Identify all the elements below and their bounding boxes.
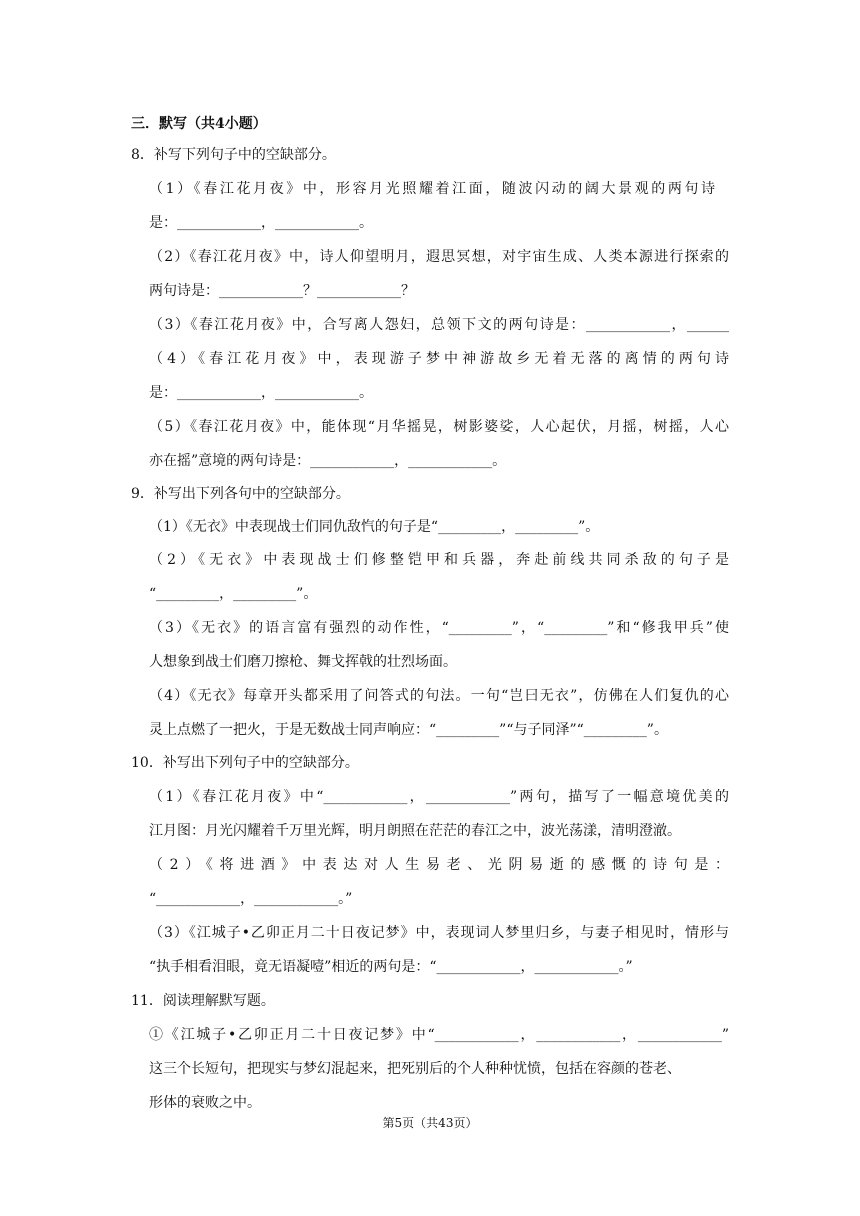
question-8-item-2-line-2: 两句诗是：____________？____________？: [149, 283, 415, 299]
page-footer: 第5页（共43页）: [382, 1116, 478, 1130]
question-10-item-3-line-1: （3）《江城子•乙卯正月二十日夜记梦》中，表现词人梦里归乡，与妻子相见时，情形与: [149, 925, 729, 941]
question-8-item-1-line-1: （1）《春江花月夜》中，形容月光照耀着江面，随波闪动的阔大景观的两句诗: [149, 181, 715, 197]
question-10-stem: 10．补写出下列句子中的空缺部分。: [131, 755, 359, 771]
question-11-stem: 11．阅读理解默写题。: [131, 993, 275, 1009]
question-8-item-5-line-2: 亦在摇”意境的两句诗是：____________，____________。: [149, 453, 507, 469]
question-9-item-3-line-1: （3）《无衣》的语言富有强烈的动作性，“_________”，“_________”和“修我甲兵”使: [149, 620, 729, 636]
question-11-item-1-line-2: 这三个长短句，把现实与梦幻混起来，把死别后的个人种种忧愤，包括在容颜的苍老、: [149, 1061, 681, 1077]
question-9-stem: 9．补写出下列各句中的空缺部分。: [131, 486, 350, 502]
question-9-item-2-line-1: （2）《无衣》中表现战士们修整铠甲和兵器，奔赴前线共同杀敌的句子是: [149, 552, 729, 568]
question-11-item-1-line-1: ①《江城子•乙卯正月二十日夜记梦》中“____________，____________，____________”: [149, 1027, 729, 1043]
question-10-item-1-line-2: 江月图：月光闪耀着千万里光辉，明月朗照在茫茫的春江之中，波光荡漾，清明澄澈。: [149, 823, 681, 839]
question-9-item-1-line-1: （1）《无衣》中表现战士们同仇敌忾的句子是“_________，_________”。: [149, 519, 600, 535]
question-9-item-4-line-1: （4）《无衣》每章开头都采用了问答式的句法。一句“岂曰无衣”，仿佛在人们复仇的心: [149, 688, 729, 704]
question-10-item-2-line-2: “____________，____________。”: [149, 891, 353, 907]
question-9-item-4-line-2: 灵上点燃了一把火，于是无数战士同声响应：“_________”“与子同泽”“_________”。: [149, 722, 668, 738]
question-8-item-3-line-1: （3）《春江花月夜》中，合写离人怨妇，总领下文的两句诗是：____________，______: [149, 317, 729, 333]
question-10-item-3-line-2: “执手相看泪眼，竟无语凝噎”相近的两句是：“____________，____________。”: [149, 959, 633, 975]
question-8-item-4-line-2: 是：____________，____________。: [149, 385, 373, 401]
question-8-stem: 8．补写下列句子中的空缺部分。: [131, 147, 336, 163]
question-9-item-2-line-2: “_________，_________”。: [149, 586, 318, 602]
question-9-item-3-line-2: 人想象到战士们磨刀擦枪、舞戈挥戟的壮烈场面。: [149, 654, 457, 670]
question-10-item-1-line-1: （1）《春江花月夜》中“____________，____________”两句，描写了一幅意境优美的: [149, 789, 729, 805]
section-title: 三．默写（共4小题）: [131, 116, 267, 132]
question-8-item-2-line-1: （2）《春江花月夜》中，诗人仰望明月，遐思冥想，对宇宙生成、人类本源进行探索的: [149, 249, 729, 265]
question-10-item-2-line-1: （2）《将进酒》中表达对人生易老、光阴易逝的感慨的诗句是：: [149, 857, 729, 873]
question-8-item-1-line-2: 是：____________，____________。: [149, 215, 373, 231]
question-8-item-5-line-1: （5）《春江花月夜》中，能体现“月华摇晃，树影婆娑，人心起伏，月摇，树摇，人心: [149, 419, 729, 435]
question-8-item-4-line-1: （4）《春江花月夜》中，表现游子梦中神游故乡无着无落的离情的两句诗: [149, 351, 729, 367]
question-11-item-1-line-3: 形体的衰败之中。: [149, 1095, 261, 1111]
